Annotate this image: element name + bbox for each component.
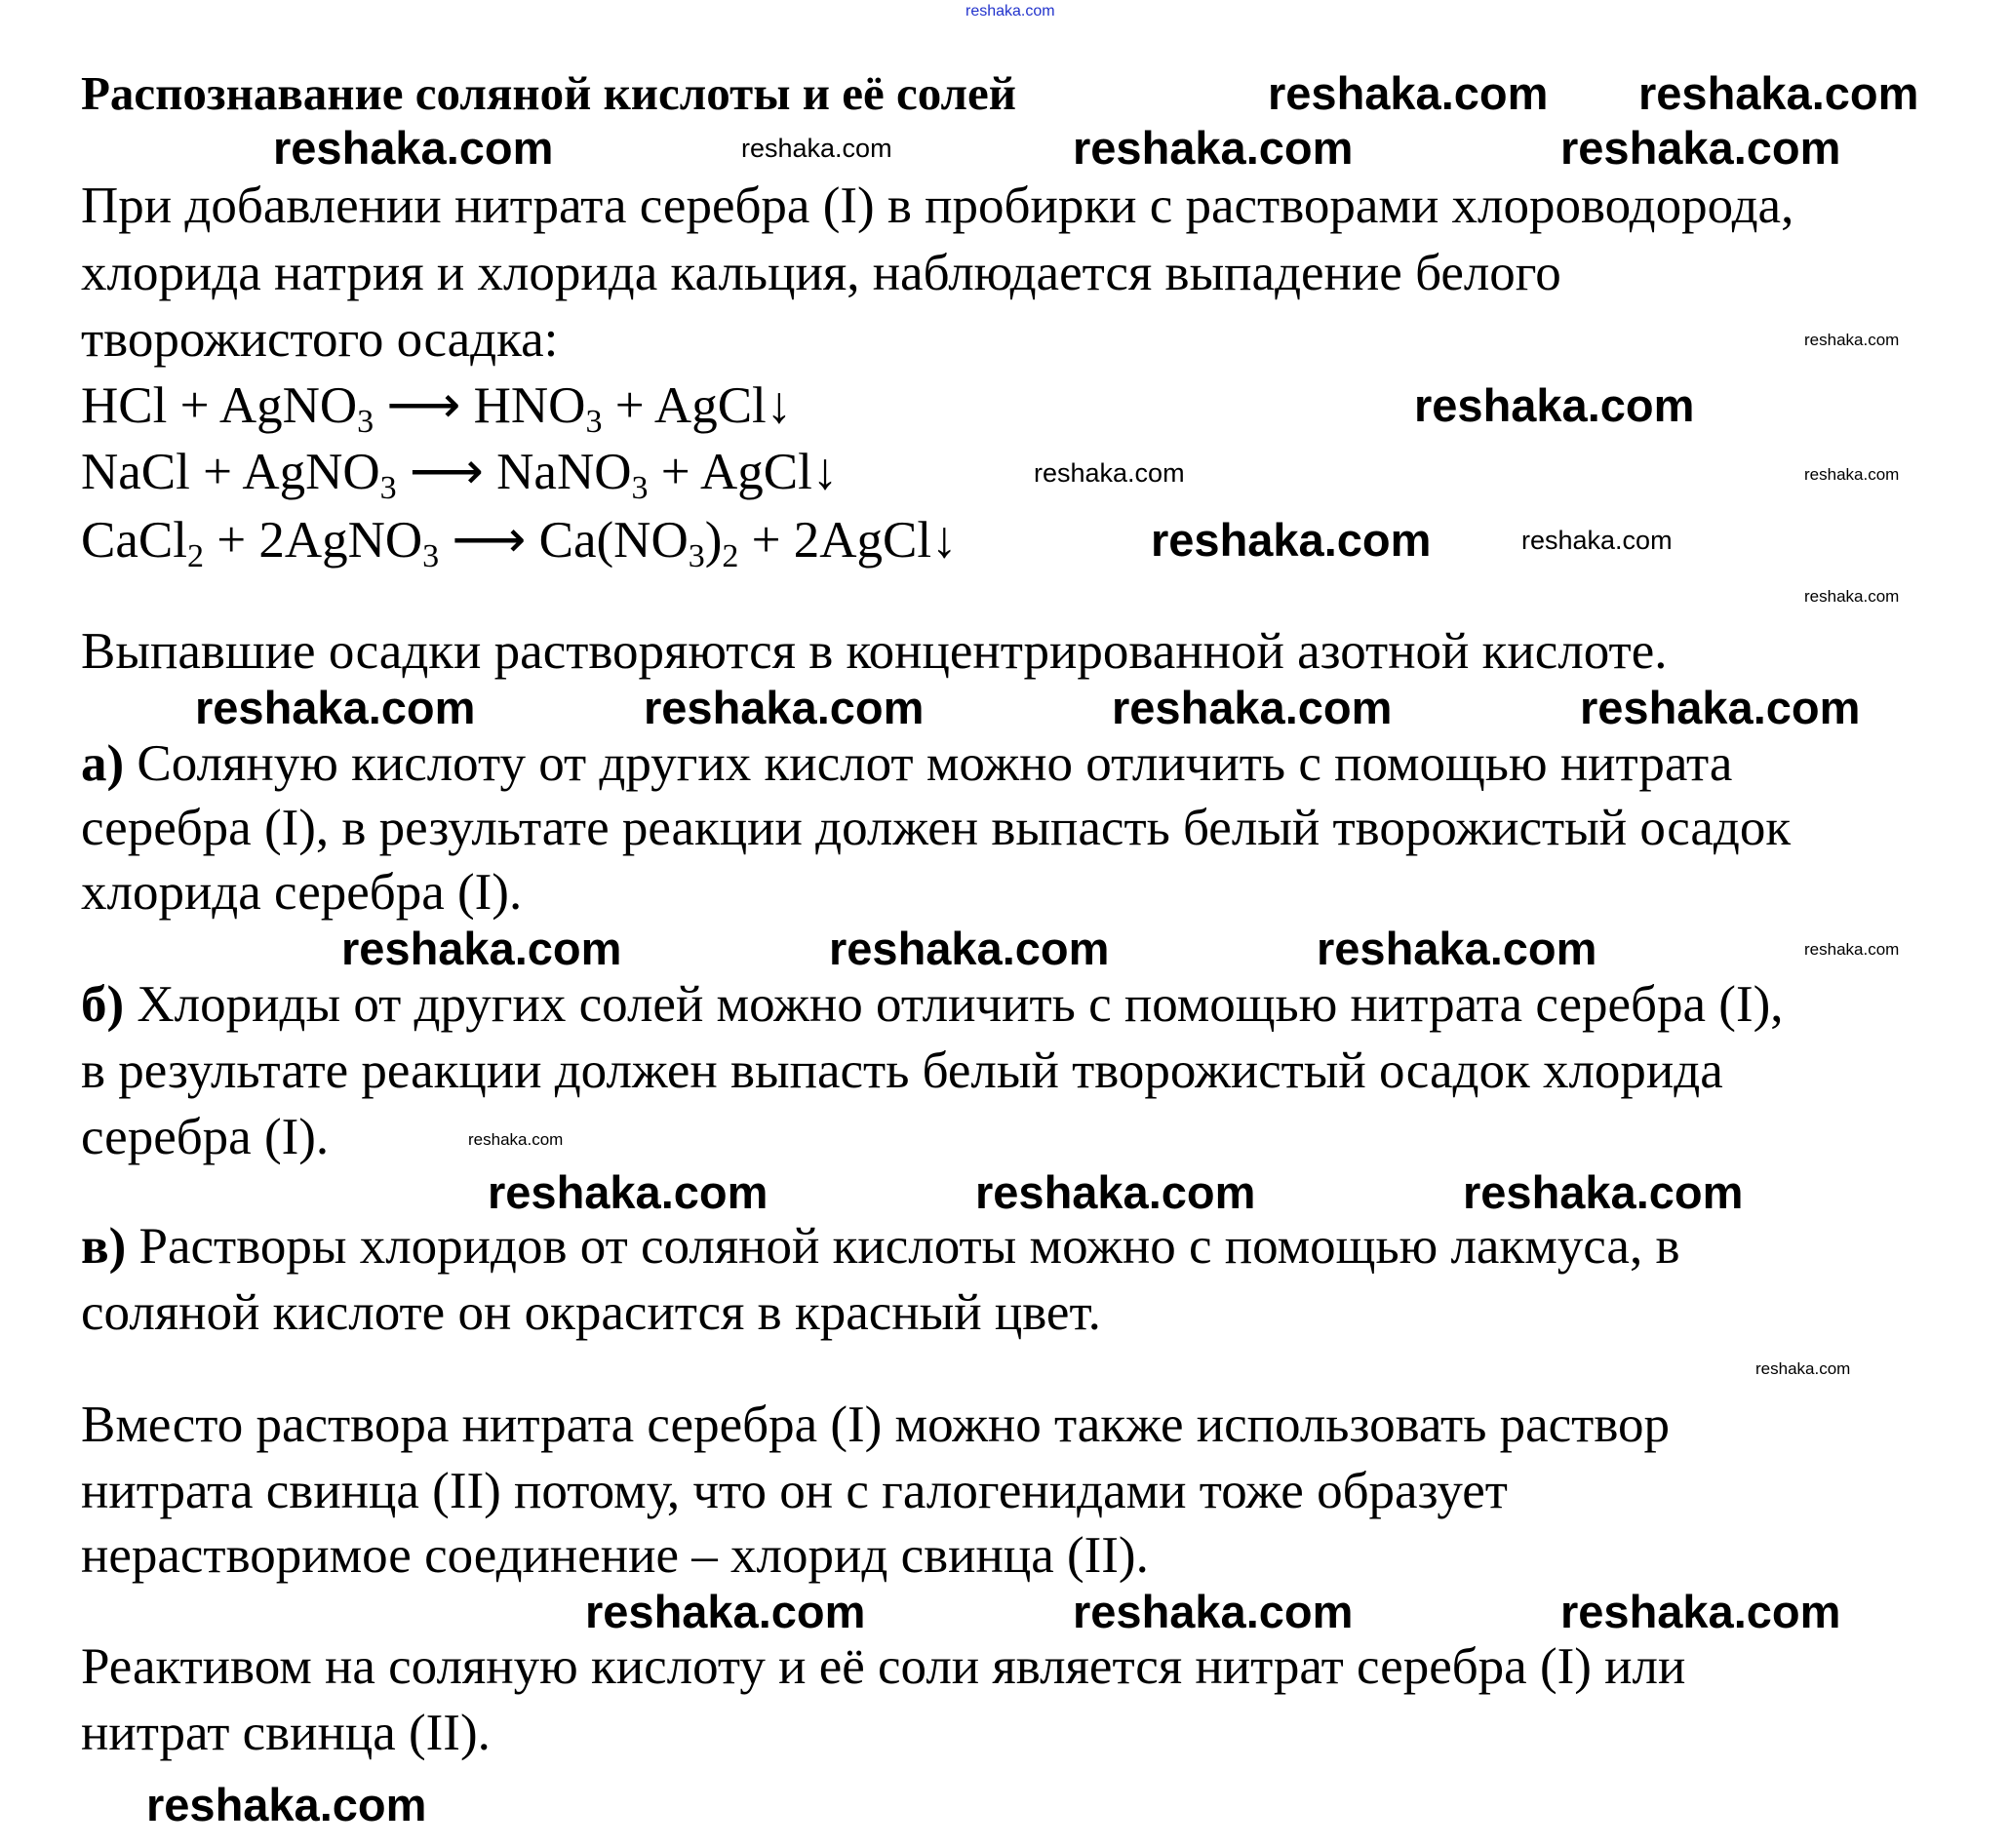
- page-title: Распознавание соляной кислоты и её солей: [81, 66, 1017, 120]
- equation-hcl: [81, 373, 792, 440]
- answer-c-text: Растворы хлоридов от соляной кислоты можно с помощью лакмуса, в: [126, 1218, 1680, 1275]
- paragraph-line: творожистого осадка:: [81, 311, 559, 368]
- watermark: reshaka.com: [1073, 122, 1354, 174]
- watermark: reshaka.com: [1151, 514, 1432, 566]
- watermark: reshaka.com: [1317, 923, 1597, 974]
- answer-b-line: серебра (I).: [81, 1109, 330, 1165]
- answer-c-line: [81, 1213, 1679, 1280]
- subscript: 2: [722, 538, 739, 574]
- equation-part: NaCl + AgNO: [81, 444, 380, 500]
- watermark: reshaka.com: [341, 923, 622, 974]
- watermark: reshaka.com: [488, 1166, 769, 1218]
- answer-a-line: хлорида серебра (I).: [81, 864, 523, 921]
- paragraph-line: Выпавшие осадки растворяются в концентрированной азотной кислоте.: [81, 623, 1668, 680]
- watermark: reshaka.com: [1804, 331, 1900, 349]
- subscript: 3: [585, 404, 603, 440]
- equation-part: HCl + AgNO: [81, 377, 358, 434]
- equation-part: + AgCl↓: [648, 444, 839, 500]
- watermark: reshaka.com: [1804, 940, 1900, 959]
- watermark: reshaka.com: [1755, 1359, 1851, 1378]
- paragraph-line: При добавлении нитрата серебра (I) в пробирки с растворами хлороводорода,: [81, 177, 1794, 234]
- watermark: reshaka.com: [829, 923, 1110, 974]
- watermark: reshaka.com: [741, 134, 892, 163]
- answer-a-line: [81, 730, 1732, 798]
- subscript: 2: [186, 538, 204, 574]
- watermark: reshaka.com: [1560, 122, 1841, 174]
- subscript: 3: [631, 470, 649, 506]
- watermark: reshaka.com: [146, 1779, 427, 1830]
- paragraph-line: хлорида натрия и хлорида кальция, наблюдается выпадение белого: [81, 245, 1561, 301]
- equation-nacl: [81, 439, 838, 506]
- paragraph-line: нитрата свинца (II) потому, что он с галогенидами тоже образует: [81, 1463, 1508, 1519]
- watermark: reshaka.com: [1804, 587, 1900, 606]
- watermark: reshaka.com: [975, 1166, 1256, 1218]
- equation-part: CaCl: [81, 512, 187, 569]
- equation-part: ⟶ Ca(NO: [439, 512, 689, 569]
- answer-a-line: серебра (I), в результате реакции должен выпасть белый творожистый осадок: [81, 800, 1792, 856]
- answer-a-label: а): [81, 735, 125, 792]
- subscript: 3: [379, 470, 397, 506]
- watermark: reshaka.com: [1414, 379, 1695, 431]
- answer-c-line: соляной кислоте он окрасится в красный цвет.: [81, 1284, 1101, 1341]
- paragraph-line: нерастворимое соединение – хлорид свинца (II).: [81, 1527, 1149, 1584]
- answer-b-label: б): [81, 976, 125, 1033]
- paragraph-line: Вместо раствора нитрата серебра (I) можно также использовать раствор: [81, 1396, 1670, 1453]
- equation-part: + AgCl↓: [602, 377, 793, 434]
- equation-part: ⟶ NaNO: [396, 444, 632, 500]
- answer-a-text: Соляную кислоту от других кислот можно отличить с помощью нитрата: [124, 735, 1733, 792]
- answer-c-label: в): [81, 1218, 127, 1275]
- subscript: 3: [688, 538, 705, 574]
- watermark: reshaka.com: [644, 682, 925, 733]
- watermark: reshaka.com: [1073, 1586, 1354, 1637]
- subscript: 3: [357, 404, 374, 440]
- watermark: reshaka.com: [1034, 458, 1185, 488]
- answer-b-line: в результате реакции должен выпасть белый творожистый осадок хлорида: [81, 1042, 1723, 1099]
- watermark: reshaka.com: [1580, 682, 1861, 733]
- equation-part: ⟶ HNO: [374, 377, 586, 434]
- watermark: reshaka.com: [468, 1130, 564, 1149]
- watermark-top: reshaka.com: [966, 3, 1055, 20]
- watermark: reshaka.com: [273, 122, 554, 174]
- equation-cacl2: [81, 507, 958, 574]
- paragraph-line: Реактивом на соляную кислоту и её соли является нитрат серебра (I) или: [81, 1638, 1686, 1695]
- answer-b-line: [81, 971, 1784, 1039]
- watermark: reshaka.com: [1521, 526, 1673, 555]
- watermark: reshaka.com: [1112, 682, 1393, 733]
- watermark: reshaka.com: [1638, 67, 1919, 119]
- equation-part: ): [704, 512, 723, 569]
- watermark: reshaka.com: [585, 1586, 866, 1637]
- subscript: 3: [422, 538, 440, 574]
- equation-part: + 2AgCl↓: [738, 512, 958, 569]
- watermark: reshaka.com: [1560, 1586, 1841, 1637]
- watermark: reshaka.com: [1804, 465, 1900, 484]
- answer-b-text: Хлориды от других солей можно отличить с помощью нитрата серебра (I),: [124, 976, 1784, 1033]
- paragraph-line: нитрат свинца (II).: [81, 1705, 491, 1761]
- watermark: reshaka.com: [1268, 67, 1549, 119]
- watermark: reshaka.com: [195, 682, 476, 733]
- equation-part: + 2AgNO: [203, 512, 423, 569]
- watermark: reshaka.com: [1463, 1166, 1744, 1218]
